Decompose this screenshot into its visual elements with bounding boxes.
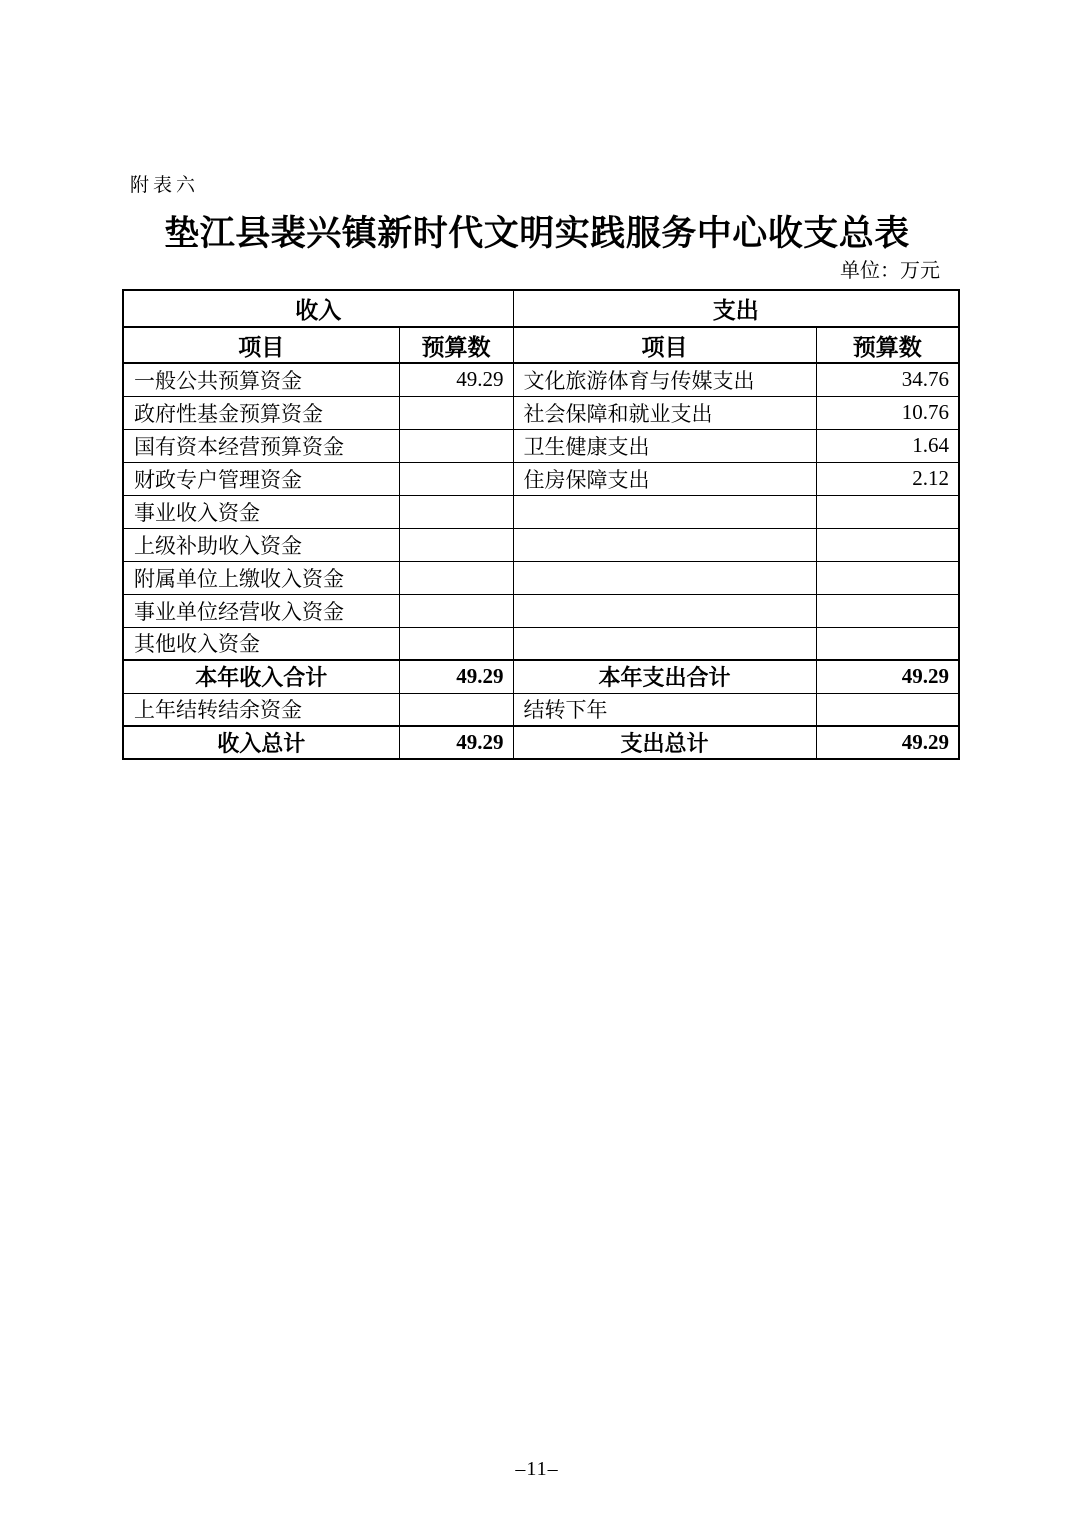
table-row <box>123 462 959 495</box>
expense-budget-cell <box>816 528 959 561</box>
income-budget-cell <box>399 693 513 726</box>
appendix-label: 附表六 <box>130 175 200 196</box>
income-budget-cell <box>399 627 513 660</box>
expense-budget-cell: 1.64 <box>816 429 959 462</box>
expense-item-cell: 社会保障和就业支出 <box>513 396 816 429</box>
expense-budget-cell: 34.76 <box>816 363 959 396</box>
expense-budget-column-header: 预算数 <box>816 327 959 363</box>
expense-section-header: 支出 <box>513 290 959 327</box>
expense-budget-cell <box>816 594 959 627</box>
expense-budget-cell: 2.12 <box>816 462 959 495</box>
page-number: –11– <box>515 1458 559 1480</box>
expense-item-cell: 住房保障支出 <box>513 462 816 495</box>
table-row <box>123 561 959 594</box>
table-row <box>123 726 959 759</box>
table-row <box>123 660 959 693</box>
expense-item-cell <box>513 561 816 594</box>
column-header-row <box>123 327 959 363</box>
unit-note: 单位：万元 <box>840 260 940 282</box>
table-row <box>123 495 959 528</box>
income-item-cell: 本年收入合计 <box>123 660 399 693</box>
section-header-row <box>123 290 959 327</box>
expense-item-cell: 支出总计 <box>513 726 816 759</box>
income-budget-cell: 49.29 <box>399 726 513 759</box>
income-budget-cell: 49.29 <box>399 363 513 396</box>
page-title: 垫江县裴兴镇新时代文明实践服务中心收支总表 <box>164 214 910 253</box>
income-item-column-header: 项目 <box>123 327 399 363</box>
expense-budget-cell <box>816 693 959 726</box>
income-budget-cell <box>399 462 513 495</box>
table-row <box>123 627 959 660</box>
income-item-cell: 事业收入资金 <box>123 495 399 528</box>
table-row <box>123 693 959 726</box>
expense-item-cell: 文化旅游体育与传媒支出 <box>513 363 816 396</box>
income-section-header: 收入 <box>123 290 513 327</box>
income-item-cell: 事业单位经营收入资金 <box>123 594 399 627</box>
table-row <box>123 528 959 561</box>
expense-item-cell <box>513 495 816 528</box>
income-budget-column-header: 预算数 <box>399 327 513 363</box>
table-row <box>123 363 959 396</box>
expense-item-cell <box>513 528 816 561</box>
expense-budget-cell: 49.29 <box>816 726 959 759</box>
table-body <box>123 363 959 759</box>
income-budget-cell <box>399 594 513 627</box>
budget-summary-table <box>122 289 960 760</box>
table-row <box>123 396 959 429</box>
income-item-cell: 一般公共预算资金 <box>123 363 399 396</box>
income-budget-cell <box>399 495 513 528</box>
expense-budget-cell <box>816 627 959 660</box>
income-budget-cell: 49.29 <box>399 660 513 693</box>
expense-item-cell <box>513 627 816 660</box>
income-item-cell: 收入总计 <box>123 726 399 759</box>
income-budget-cell <box>399 396 513 429</box>
income-budget-cell <box>399 429 513 462</box>
expense-budget-cell <box>816 495 959 528</box>
income-item-cell: 上级补助收入资金 <box>123 528 399 561</box>
expense-budget-cell: 49.29 <box>816 660 959 693</box>
expense-budget-cell: 10.76 <box>816 396 959 429</box>
income-item-cell: 政府性基金预算资金 <box>123 396 399 429</box>
table-row <box>123 429 959 462</box>
expense-item-column-header: 项目 <box>513 327 816 363</box>
income-item-cell: 财政专户管理资金 <box>123 462 399 495</box>
income-item-cell: 其他收入资金 <box>123 627 399 660</box>
expense-item-cell: 本年支出合计 <box>513 660 816 693</box>
income-item-cell: 国有资本经营预算资金 <box>123 429 399 462</box>
expense-item-cell <box>513 594 816 627</box>
income-item-cell: 上年结转结余资金 <box>123 693 399 726</box>
income-budget-cell <box>399 528 513 561</box>
table-row <box>123 594 959 627</box>
expense-item-cell: 卫生健康支出 <box>513 429 816 462</box>
expense-item-cell: 结转下年 <box>513 693 816 726</box>
expense-budget-cell <box>816 561 959 594</box>
income-item-cell: 附属单位上缴收入资金 <box>123 561 399 594</box>
income-budget-cell <box>399 561 513 594</box>
